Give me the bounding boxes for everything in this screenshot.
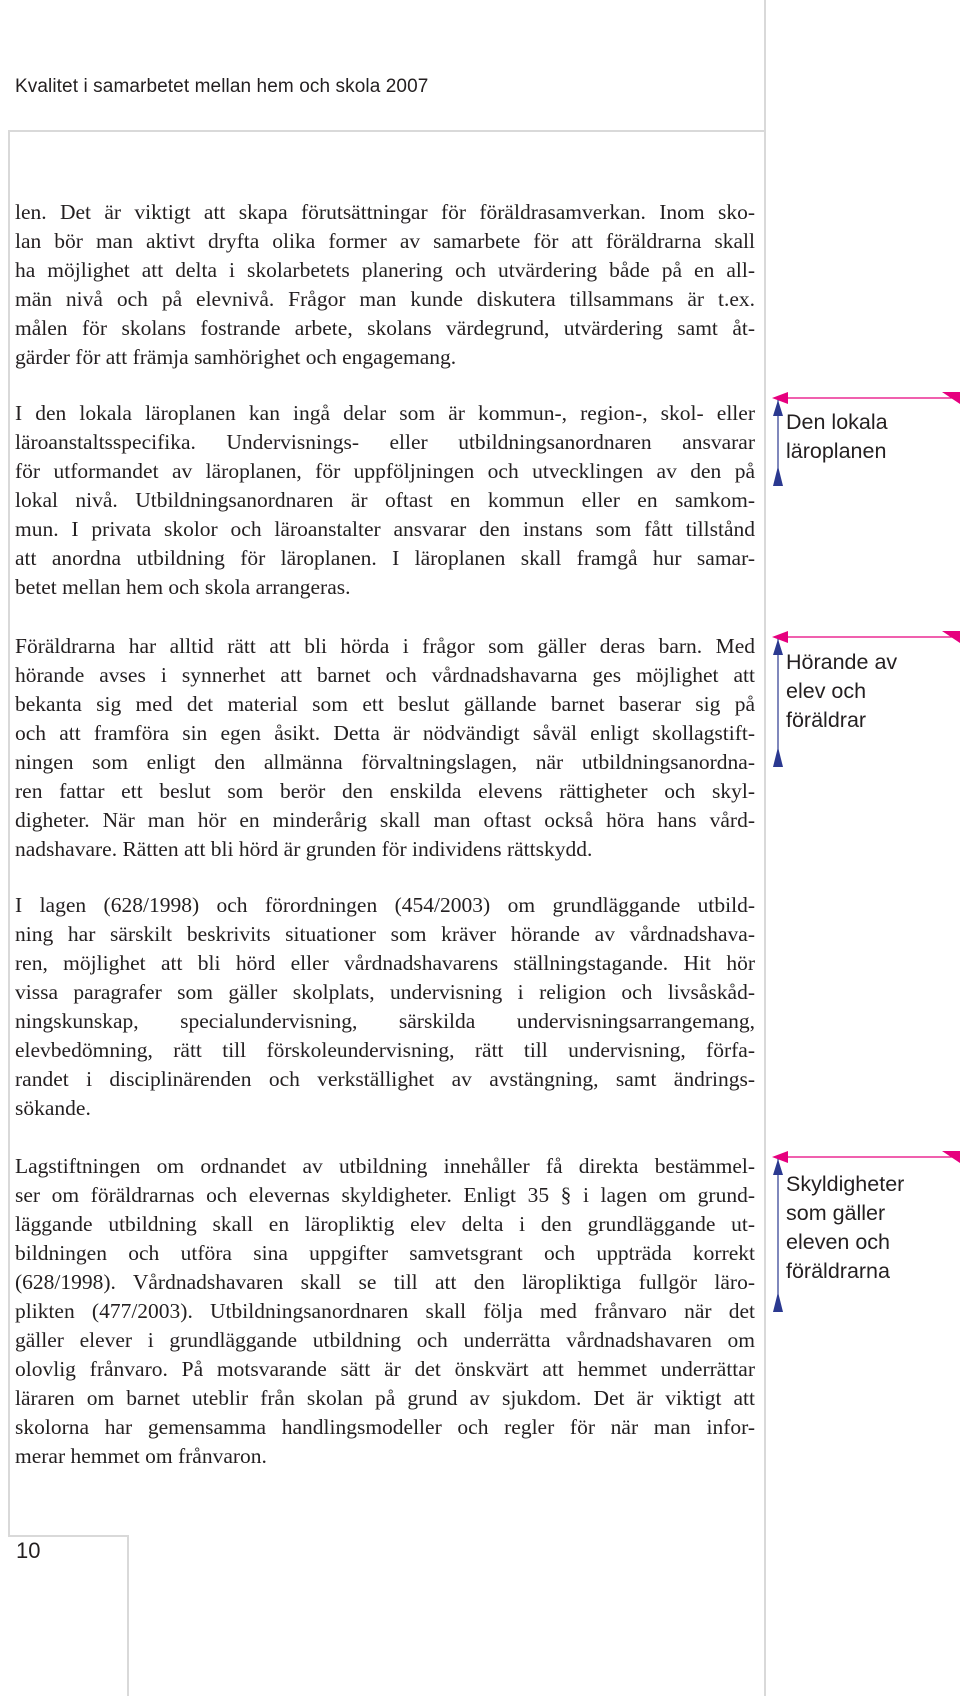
top-divider [8,130,765,132]
margin-note-lokala-laroplanen [786,408,888,466]
text-line: betet mellan hem och skola arrangeras. [15,575,351,599]
text-line: för utformandet av läroplanen, för uppföljningen och utvecklingen av den på [15,459,755,483]
text-line: digheter. När man hör en minderårig skall man oftast också höra hans vård- [15,808,755,832]
text-line: olovlig frånvaro. På motsvarande sätt är det önskvärt att hemmet underrättar [15,1357,755,1381]
text-line: ningskunskap, specialundervisning, särskilda undervisningsarrangemang, [15,1009,755,1033]
text-line: målen för skolans fostrande arbete, skolans värdegrund, utvärdering samt åt- [15,316,755,340]
note-line: läroplanen [786,439,887,463]
blue-arrow-up-icon [773,1159,783,1175]
text-line: sökande. [15,1096,91,1120]
note-line: eleven och [786,1230,890,1254]
pink-arrow-icon [772,1151,788,1163]
text-line: ren fattar ett beslut som berör den enskilda elevens rättigheter och skyl- [15,779,755,803]
text-line: bekanta sig med det material som ett beslut gällande barnet baserar sig på [15,692,755,716]
text-line: I den lokala läroplanen kan ingå delar som är kommun-, region-, skol- eller [15,401,755,425]
left-frame-rule [8,130,10,1536]
text-line: Föräldrarna har alltid rätt att bli hörda i frågor som gäller deras barn. Med [15,634,755,658]
text-line: I lagen (628/1998) och förordningen (454/2003) om grundläggande utbild- [15,893,755,917]
text-line: och att framföra sin egen åsikt. Detta är nödvändigt såväl enligt skollagstift- [15,721,755,745]
pink-arrow-icon [772,392,788,404]
note-line: föräldrar [786,708,867,732]
note-line: Skyldigheter [786,1172,905,1196]
margin-note-horande [786,648,897,735]
running-header: Kvalitet i samarbetet mellan hem och skola 2007 [15,76,429,97]
text-line: elevbedömning, rätt till förskoleundervisning, rätt till undervisning, förfa- [15,1038,755,1062]
text-line: nadshavare. Rätten att bli hörd är grunden för individens rättskydd. [15,837,593,861]
text-line: skolorna har gemensamma handlingsmodeller och regler för när man infor- [15,1415,755,1439]
text-line: vissa paragrafer som gäller skolplats, undervisning i religion och livsåskåd- [15,980,755,1004]
margin-note-skyldigheter [786,1170,904,1286]
paragraph-1 [15,198,755,372]
note-line: föräldrarna [786,1259,890,1283]
text-line: mun. I privata skolor och läroanstalter ansvarar den instans som fått tillstånd [15,517,755,541]
blue-arrow-up-icon [773,639,783,655]
paragraph-3 [15,632,755,864]
note-line: elev och [786,679,867,703]
text-line: ningen som enligt den allmänna förvaltningslagen, när utbildningsanordna- [15,750,755,774]
paragraph-5 [15,1152,755,1471]
text-line: män nivå och på elevnivå. Frågor man kunde diskutera tillsammans är t.ex. [15,287,755,311]
pink-arrow-icon [772,631,788,643]
paragraph-2 [15,399,755,602]
text-line: bildningen och utföra sina uppgifter samvetsgrant och uppträda korrekt [15,1241,755,1265]
text-line: lokal nivå. Utbildningsanordnaren är oftast en kommun eller en samkom- [15,488,755,512]
footer-rule-top [8,1535,128,1537]
right-column-rule [764,0,766,1696]
text-line: (628/1998). Vårdnadshavaren skall se till att den läropliktiga fullgör läro- [15,1270,755,1294]
page-number: 10 [16,1538,41,1563]
blue-arrow-up-icon [773,400,783,416]
note-line: som gäller [786,1201,886,1225]
blue-arrow-up-icon [773,1292,783,1312]
text-line: lan bör man aktivt dryfta olika former av samarbete för att föräldrarna skall [15,229,755,253]
text-line: merar hemmet om frånvaron. [15,1444,267,1468]
text-line: gäller elever i grundläggande utbildning och underrätta vårdnadshavaren om [15,1328,755,1352]
text-line: läggande utbildning skall en läropliktig elev delta i den grundläggande ut- [15,1212,755,1236]
text-line: att anordna utbildning för läroplanen. I läroplanen skall framgå hur samar- [15,546,755,570]
footer-rule-right [127,1535,129,1696]
text-line: plikten (477/2003). Utbildningsanordnaren skall följa med frånvaro när det [15,1299,755,1323]
blue-arrow-up-icon [773,466,783,486]
note-line: Den lokala [786,410,888,434]
text-line: hörande avses i synnerhet att barnet och vårdnadshavarna ges möjlighet att [15,663,755,687]
text-line: ren, möjlighet att bli hörd eller vårdnadshavarens ställningstagande. Hit hör [15,951,755,975]
text-line: ser om föräldrarnas och elevernas skyldigheter. Enligt 35 § i lagen om grund- [15,1183,755,1207]
text-line: len. Det är viktigt att skapa förutsättningar för föräldrasamverkan. Inom sko- [15,200,755,224]
paragraph-4 [15,891,755,1123]
text-line: randet i disciplinärenden och verkställighet av avstängning, samt ändrings- [15,1067,755,1091]
text-line: ning har särskilt beskrivits situationer som kräver hörande av vårdnadshava- [15,922,755,946]
blue-arrow-up-icon [773,747,783,767]
note-line: Hörande av [786,650,898,674]
text-line: ha möjlighet att delta i skolarbetets planering och utvärdering både på en all- [15,258,755,282]
text-line: Lagstiftningen om ordnandet av utbildning innehåller få direkta bestämmel- [15,1154,755,1178]
text-line: läraren om barnet uteblir från skolan på grund av sjukdom. Det är viktigt att [15,1386,755,1410]
text-line: gärder för att främja samhörighet och engagemang. [15,345,457,369]
text-line: läroanstaltsspecifika. Undervisnings- eller utbildningsanordnaren ansvarar [15,430,755,454]
